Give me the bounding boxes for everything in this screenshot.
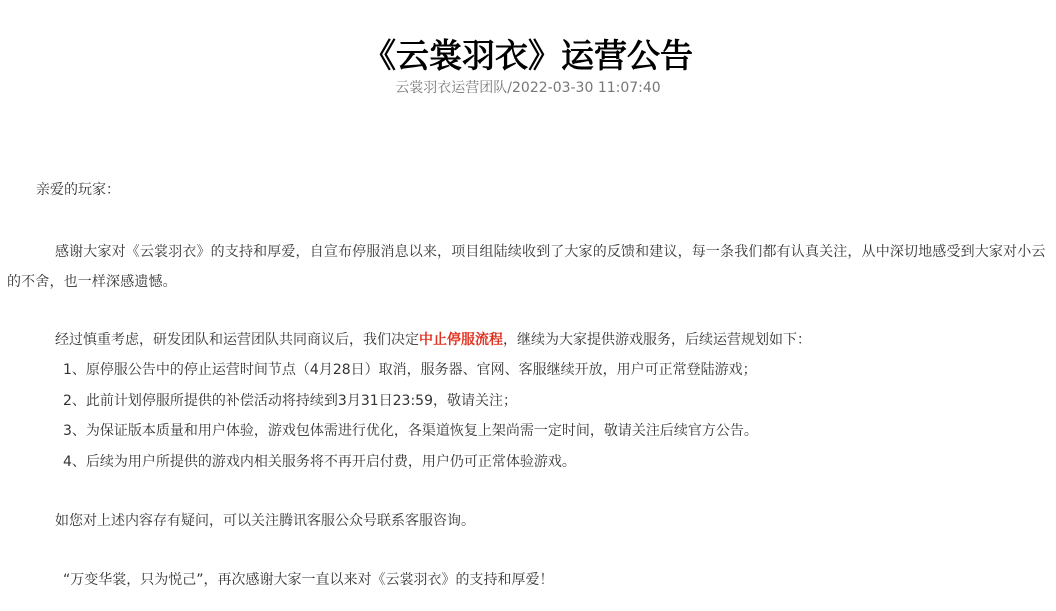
- closing-paragraph: “万变华裳，只为悦己”，再次感谢大家一直以来对《云裳羽衣》的支持和厚爱！: [63, 572, 554, 588]
- plan-item-1: 1、原停服公告中的停止运营时间节点（4月28日）取消，服务器、官网、客服继续开放，用户可正常登陆游戏；: [63, 362, 757, 378]
- greeting-paragraph: 亲爱的玩家：: [36, 182, 120, 198]
- decision-text-after: ，继续为大家提供游戏服务，后续运营规划如下：: [503, 332, 811, 348]
- announcement-title: 《云裳羽衣》运营公告: [363, 36, 693, 76]
- author-date-line: 云裳羽衣运营团队/2022-03-30 11:07:40: [395, 80, 661, 96]
- plan-item-2: 2、此前计划停服所提供的补偿活动将持续到3月31日23:59，敬请关注；: [63, 393, 517, 409]
- decision-text-before: 经过慎重考虑，研发团队和运营团队共同商议后，我们决定: [55, 332, 419, 348]
- decision-highlight: 中止停服流程: [419, 332, 503, 348]
- contact-paragraph: 如您对上述内容存有疑问，可以关注腾讯客服公众号联系客服咨询。: [55, 513, 475, 529]
- decision-paragraph: [55, 325, 811, 355]
- plan-item-3: 3、为保证版本质量和用户体验，游戏包体需进行优化，各渠道恢复上架尚需一定时间，敬请关注后续官方公告。: [63, 423, 758, 439]
- thanks-paragraph: 感谢大家对《云裳羽衣》的支持和厚爱，自宣布停服消息以来，项目组陆续收到了大家的反馈和建议，每一条我们都有认真关注，从中深切地感受到大家对小云的不舍，也一样深感遗憾。: [7, 244, 1046, 290]
- plan-item-4: 4、后续为用户所提供的游戏内相关服务将不再开启付费，用户仍可正常体验游戏。: [63, 454, 576, 470]
